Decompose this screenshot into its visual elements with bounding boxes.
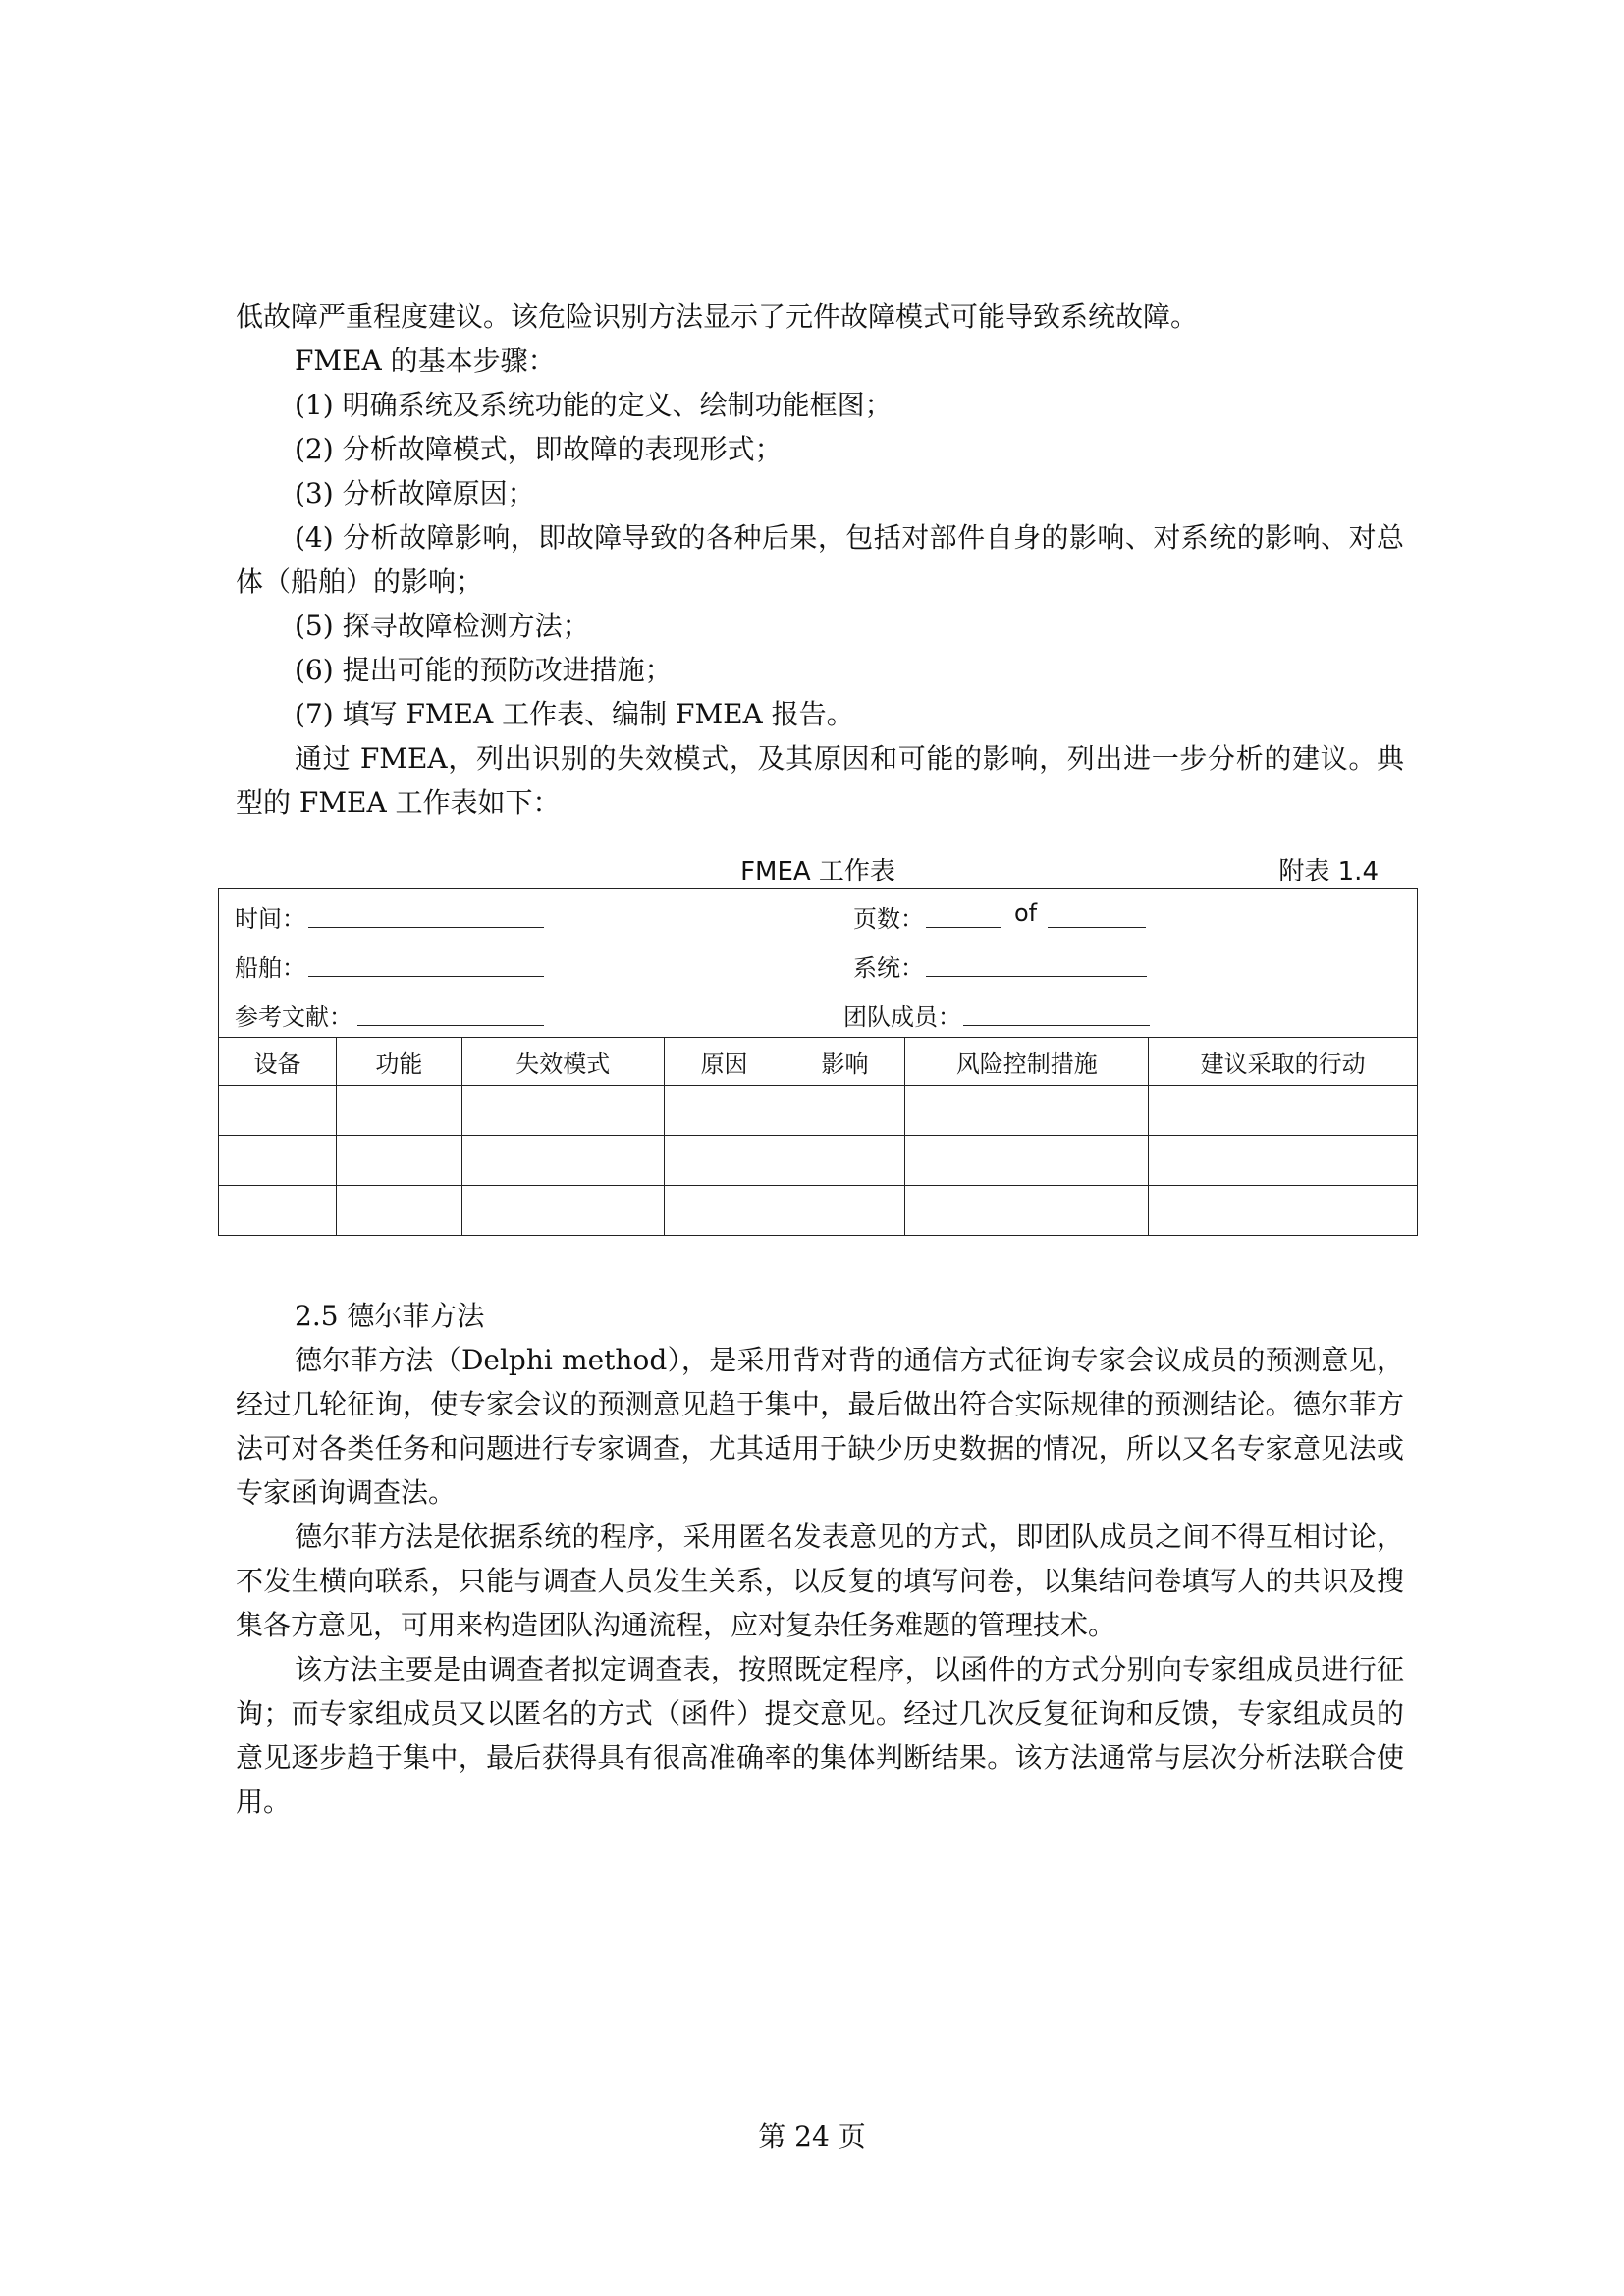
step-6: (6) 提出可能的预防改进措施； <box>295 654 673 686</box>
table-cell[interactable] <box>219 1186 337 1236</box>
table-header-row <box>219 1038 1418 1086</box>
delphi-paragraph-1: 德尔菲方法（Delphi method），是采用背对背的通信方式征询专家会议成员的预测意见，经过几轮征询，使专家会议的预测意见趋于集中，最后做出符合实际规律的预测结论。德尔菲方法可对各类任务和问题进行专家调查，尤其适用于缺少历史数据的情况，所以又名专家意见法或专家函询调查法。 <box>236 1344 1404 1509</box>
team-label: 团队成员： <box>843 1003 961 1031</box>
table-cell[interactable] <box>336 1186 461 1236</box>
table-cell[interactable] <box>905 1136 1149 1186</box>
table-cell[interactable] <box>461 1186 664 1236</box>
page-number: 第 24 页 <box>758 2120 866 2153</box>
header-risk-control: 风险控制措施 <box>905 1038 1149 1086</box>
table-row <box>219 1186 1418 1236</box>
delphi-paragraph-3: 该方法主要是由调查者拟定调查表，按照既定程序，以函件的方式分别向专家组成员进行征询；而专家组成员又以匿名的方式（函件）提交意见。经过几次反复征询和反馈，专家组成员的意见逐步趋于集中，最后获得具有很高准确率的集体判断结果。该方法通常与层次分析法联合使用。 <box>236 1653 1404 1818</box>
step-5: (5) 探寻故障检测方法； <box>295 610 590 642</box>
ship-blank[interactable] <box>308 976 544 977</box>
meta-row-time <box>219 889 1417 938</box>
system-label: 系统： <box>853 954 924 982</box>
table-cell[interactable] <box>219 1086 337 1136</box>
meta-row-ref <box>219 988 1417 1037</box>
table-cell[interactable] <box>905 1186 1149 1236</box>
time-blank[interactable] <box>308 927 544 928</box>
page-total-blank[interactable] <box>1048 927 1146 928</box>
header-effect: 影响 <box>785 1038 905 1086</box>
delphi-paragraph-2: 德尔菲方法是依据系统的程序，采用匿名发表意见的方式，即团队成员之间不得互相讨论，不发生横向联系，只能与调查人员发生关系，以反复的填写问卷，以集结问卷填写人的共识及搜集各方意见，可用来构造团队沟通流程，应对复杂任务难题的管理技术。 <box>236 1521 1404 1641</box>
step-3: (3) 分析故障原因； <box>295 477 535 509</box>
fmea-table <box>218 888 1418 1236</box>
fmea-summary-paragraph: 通过 FMEA，列出识别的失效模式，及其原因和可能的影响，列出进一步分析的建议。典型的 FMEA 工作表如下： <box>236 742 1404 819</box>
step-1: (1) 明确系统及系统功能的定义、绘制功能框图； <box>295 389 893 421</box>
header-cause: 原因 <box>664 1038 785 1086</box>
table-row <box>219 1136 1418 1186</box>
system-blank[interactable] <box>926 976 1147 977</box>
table-cell[interactable] <box>664 1136 785 1186</box>
paragraph-continuation: 低故障严重程度建议。该危险识别方法显示了元件故障模式可能导致系统故障。 <box>236 300 1199 333</box>
time-label: 时间： <box>235 905 305 933</box>
table-cell[interactable] <box>785 1186 905 1236</box>
table-cell[interactable] <box>219 1136 337 1186</box>
table-cell[interactable] <box>336 1086 461 1136</box>
step-4: (4) 分析故障影响，即故障导致的各种后果，包括对部件自身的影响、对系统的影响、对总体（船舶）的影响； <box>236 521 1404 598</box>
page-blank[interactable] <box>926 927 1001 928</box>
table-cell[interactable] <box>1149 1136 1418 1186</box>
table-meta-row <box>219 889 1418 1038</box>
header-equipment: 设备 <box>219 1038 337 1086</box>
table-cell[interactable] <box>664 1086 785 1136</box>
section-heading: 2.5 德尔菲方法 <box>295 1300 485 1332</box>
step-2: (2) 分析故障模式，即故障的表现形式； <box>295 433 783 465</box>
ship-label: 船舶： <box>235 954 305 982</box>
page-label: 页数： <box>853 905 924 933</box>
meta-row-ship <box>219 938 1417 988</box>
table-row <box>219 1086 1418 1136</box>
table-title: FMEA 工作表 <box>740 857 895 886</box>
table-cell[interactable] <box>785 1086 905 1136</box>
of-label: of <box>1014 899 1038 927</box>
table-cell[interactable] <box>461 1086 664 1136</box>
table-cell[interactable] <box>664 1186 785 1236</box>
table-number: 附表 1.4 <box>1278 857 1379 886</box>
fmea-steps-intro: FMEA 的基本步骤： <box>295 345 556 377</box>
table-cell[interactable] <box>1149 1086 1418 1136</box>
header-function: 功能 <box>336 1038 461 1086</box>
table-cell[interactable] <box>336 1136 461 1186</box>
header-recommended-action: 建议采取的行动 <box>1149 1038 1418 1086</box>
step-7: (7) 填写 FMEA 工作表、编制 FMEA 报告。 <box>295 698 854 730</box>
table-cell[interactable] <box>1149 1186 1418 1236</box>
table-cell[interactable] <box>905 1086 1149 1136</box>
table-caption <box>218 849 1418 888</box>
reference-blank[interactable] <box>357 1025 544 1026</box>
header-failure-mode: 失效模式 <box>461 1038 664 1086</box>
reference-label: 参考文献： <box>235 1003 352 1031</box>
table-cell[interactable] <box>461 1136 664 1186</box>
team-blank[interactable] <box>963 1025 1150 1026</box>
table-cell[interactable] <box>785 1136 905 1186</box>
